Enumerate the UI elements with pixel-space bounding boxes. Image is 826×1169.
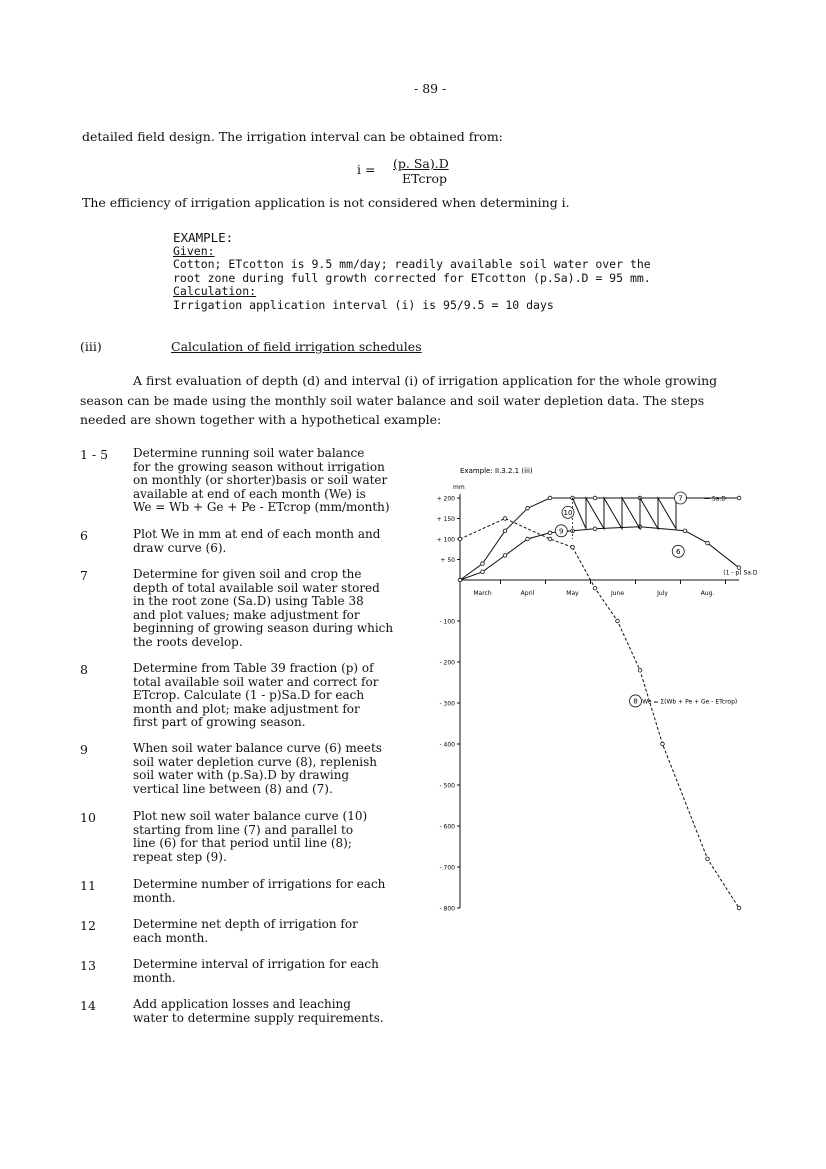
step-line: month. [133,970,176,985]
step-line: We = Wb + Ge + Pe - ETcrop (mm/month) [133,500,390,515]
y-tick-label: - 600 [439,823,455,831]
step-number: 14 [80,998,96,1013]
formula-denominator: ETcrop [402,171,447,186]
x-tick-label: July [657,590,668,597]
given-label: Given: [173,244,215,258]
step-line: and plot values; make adjustment for [133,607,360,622]
step-number: 8 [80,662,88,677]
formula-numerator: (p. Sa).D [393,156,449,171]
given-line-2: root zone during full growth corrected for ETcotton (p.Sa).D = 95 mm. [173,271,651,285]
data-point [737,496,741,500]
y-axis-ticks [437,496,460,913]
curve-we [573,547,740,908]
data-point [593,527,597,531]
step-line: Determine net depth of irrigation for [133,917,358,931]
paragraph-line: A first evaluation of depth (d) and interval (i) of irrigation application for the whole growing [133,373,718,388]
given-line-1: Cotton; ETcotton is 9.5 mm/day; readily available soil water over the [173,257,651,271]
data-point [458,578,462,582]
data-point [481,570,485,574]
efficiency-note: The efficiency of irrigation application is not considered when determining i. [82,195,570,210]
data-point [593,586,597,590]
step-line: soil water depletion curve (8), replenish [133,754,378,769]
step-line: on monthly (or shorter)basis or soil water [133,473,388,488]
step-text [133,742,433,796]
curve-sa-d [460,495,739,580]
data-point [706,541,710,545]
step-number: 13 [80,958,96,973]
step-number: 1 - 5 [80,447,109,462]
data-point [503,529,507,533]
curve-6-name: We = Σ(Wb + Pe + Ge - ETcrop) [642,698,738,706]
step-line: Plot We in mm at end of each month and [133,527,381,541]
step-text [133,918,433,945]
data-point [458,537,462,541]
page-number: - 89 - [414,81,447,96]
step-line: the roots develop. [133,634,243,649]
data-point [503,554,507,558]
step-text [133,998,433,1025]
intro-line: detailed field design. The irrigation interval can be obtained from: [82,129,503,144]
y-tick-label: + 150 [436,516,455,523]
step-line: first part of growing season. [133,715,306,730]
calculation-label: Calculation: [173,284,257,298]
y-tick-label: - 800 [439,905,455,913]
curve-7-name: — Sa.D [704,495,726,503]
step-text [133,528,433,555]
step-line: for the growing season without irrigation [133,459,385,474]
section-number: (iii) [80,339,102,354]
step-number: 12 [80,918,96,933]
step-number: 9 [80,742,88,757]
step-line: vertical line between (8) and (7). [133,781,333,796]
step-number: 10 [80,810,96,825]
data-point [548,496,552,500]
curve-10-sawtooth [573,498,677,529]
step-text [133,568,433,650]
step-line: Determine from Table 39 fraction (p) of [133,661,374,675]
step-line: Determine running soil water balance [133,446,365,460]
step-line: total available soil water and correct for [133,674,379,689]
step-number: 7 [80,568,88,583]
water-balance-chart [428,460,768,930]
data-point [548,537,552,541]
step-line: month. [133,890,176,905]
step-line: Determine for given soil and crop the [133,567,362,581]
step-line: ETcrop. Calculate (1 - p)Sa.D for each [133,688,365,703]
step-line: water to determine supply requirements. [133,1010,384,1025]
curve-label-number: 9 [559,527,564,536]
data-point [526,506,530,510]
step-line: draw curve (6). [133,540,227,555]
y-tick-label: - 100 [439,618,455,626]
step-line: repeat step (9). [133,849,227,864]
step-text [133,958,433,985]
step-line: in the root zone (Sa.D) using Table 38 [133,594,364,609]
step-text [133,662,433,730]
data-point [593,496,597,500]
data-point [638,668,642,672]
curve-8-name: (1 - p) Sa.D [723,569,758,577]
step-line: available at end of each month (We) is [133,486,366,501]
formula-lhs: i = [357,162,376,177]
data-point [706,857,710,861]
data-point [661,742,665,746]
data-point [616,619,620,623]
chart-title: Example: II.3.2.1 (iii) [460,467,533,475]
data-point [526,537,530,541]
step-line: each month. [133,930,209,945]
step-number: 11 [80,878,96,893]
step-line: soil water with (p.Sa).D by drawing [133,768,350,783]
paragraph-line: season can be made using the monthly soil water balance and soil water depletion data. The steps [80,393,705,408]
data-point [683,529,687,533]
step-line: Plot new soil water balance curve (10) [133,809,368,823]
y-tick-label: - 400 [439,741,455,749]
step-number: 6 [80,528,88,543]
step-line: beginning of growing season during which [133,621,394,636]
step-line: month and plot; make adjustment for [133,701,360,716]
y-tick-label: + 50 [440,557,455,564]
curve-label-number: 8 [633,697,638,706]
step-line: Determine interval of irrigation for each [133,957,379,971]
x-tick-label: March [473,590,492,597]
y-tick-label: - 200 [439,659,455,667]
step-line: line (6) for that period until line (8); [133,836,352,851]
curve-label-number: 6 [676,547,681,556]
paragraph-line: needed are shown together with a hypothetical example: [80,412,442,427]
step-text [133,810,433,864]
data-point [503,517,507,521]
y-tick-label: + 100 [436,536,455,544]
section-title: Calculation of field irrigation schedules [171,339,422,354]
x-axis-ticks [473,580,725,597]
data-point [481,562,485,566]
x-tick-label: June [610,590,625,597]
step-line: starting from line (7) and parallel to [133,822,354,837]
calculation-line: Irrigation application interval (i) is 95/9.5 = 10 days [173,298,554,312]
data-point [571,545,575,549]
curve-label-number: 10 [563,508,573,517]
data-point [737,906,741,910]
step-text [133,447,433,515]
step-line: When soil water balance curve (6) meets [133,741,382,755]
step-line: Add application losses and leaching [133,997,351,1011]
y-tick-label: - 500 [439,782,455,790]
y-tick-label: + 200 [436,495,455,503]
y-axis-unit: mm [453,484,465,491]
example-heading: EXAMPLE: [173,230,234,245]
x-tick-label: Aug. [700,590,715,597]
step-line: Determine number of irrigations for each [133,877,386,891]
y-tick-label: - 700 [439,864,455,872]
step-line: depth of total available soil water stored [133,580,380,595]
curve-label-number: 7 [678,494,683,503]
y-tick-label: - 300 [439,700,455,708]
step-text [133,878,433,905]
data-point [548,531,552,535]
x-tick-label: May [566,590,579,597]
x-tick-label: April [520,590,535,597]
